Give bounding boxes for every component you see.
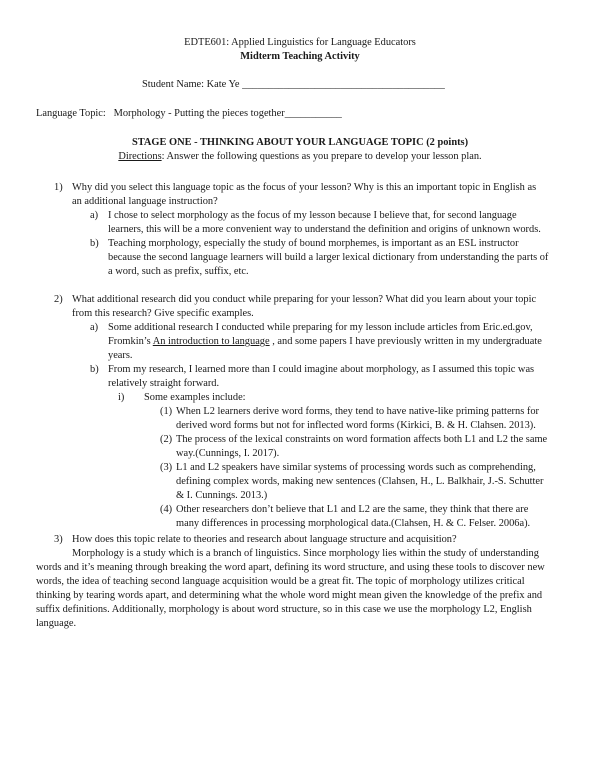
example-2-line2: way.(Cunnings, I. 2017). (176, 448, 280, 459)
q3-text-line1: How does this topic relate to theories and research about language structure and acquisition? (72, 534, 457, 545)
course-title: EDTE601: Applied Linguistics for Language Educators (184, 37, 416, 48)
q1-text-line2: an additional language instruction? (72, 196, 218, 207)
q3-number: 3) (54, 534, 63, 545)
q2-b-line2: relatively straight forward. (108, 378, 220, 389)
example-4-line2: many differences in processing morphological data.(Clahsen, H. & C. Felser. 2006a). (176, 518, 531, 529)
language-topic-line (36, 107, 342, 121)
language-topic-value: Morphology - Putting the pieces together (113, 108, 285, 119)
q2-a-line1: Some additional research I conducted while preparing for my lesson include articles from Eric.ed.gov, (108, 322, 533, 333)
example-4-line1: Other researchers don’t believe that L1 and L2 are the same, they think that there are (176, 504, 529, 515)
q1-b-line2: because the second language learners will build a larger lexical dictionary from understanding the parts of (108, 252, 549, 263)
stage-title: STAGE ONE - THINKING ABOUT YOUR LANGUAGE TOPIC (2 points) (131, 137, 469, 148)
q1-b-line3: a word, such as prefix, suffix, etc. (108, 266, 249, 277)
example-2-number: (2) (160, 434, 173, 445)
example-1-number: (1) (160, 406, 173, 417)
q3-answer-line4: thinking by tearing words apart, and determining what the whole word might mean given the knowledge of the prefix and (36, 590, 543, 601)
example-2-line1: The process of the lexical constraints on word formation affects both L1 and L2 the same (176, 434, 548, 445)
book-title-link: An introduction to language (152, 336, 270, 347)
q3-answer-line6: language. (36, 618, 77, 629)
directions-text: : Answer the following questions as you prepare to develop your lesson plan. (161, 151, 482, 162)
q2-b-marker: b) (90, 364, 99, 375)
student-name-line (142, 78, 445, 92)
q1-a-marker: a) (90, 210, 99, 221)
q2-a-marker: a) (90, 322, 99, 333)
directions-label: Directions (118, 151, 162, 162)
q2-a-line3: years. (108, 350, 133, 361)
example-3-number: (3) (160, 462, 173, 473)
q3-answer-line2: words and it’s meaning through breaking the word apart, defining its word structure, and using these tools to discover new (36, 562, 545, 573)
q3-answer-line1: Morphology is a study which is a branch of linguistics. Since morphology lies within the study of understanding (72, 548, 539, 559)
student-name-label: Student Name: Kate Ye (142, 79, 240, 90)
q3-answer-line5: suffix definitions. Additionally, morphology is about word structure, so in this case we use the morphology L2, English (36, 604, 532, 615)
language-topic-blank: ___________ (284, 108, 342, 119)
q1-b-marker: b) (90, 238, 99, 249)
q1-a-line2: learners, this will be a more convenient way to understand the definition and origins of unknown words. (108, 224, 541, 235)
example-3-line2: defining complex words, making new sentences (Clahsen, H., L. Balkhair, J.-S. Schutter (176, 476, 544, 487)
q1-text-line1: Why did you select this language topic as the focus of your lesson? Why is this an important topic in English as (72, 182, 537, 193)
q3-answer-line3: words, the idea of teaching second language acquisition would be a great fit. The topic of morphology utilizes critical (36, 576, 525, 587)
q2-a-line2-post: , and some papers I have previously written in my undergraduate (269, 336, 542, 347)
q1-b-line1: Teaching morphology, especially the study of bound morphemes, is important as an ESL instructor (108, 238, 519, 249)
q2-a-line2-pre: Fromkin’s (108, 336, 153, 347)
activity-title: Midterm Teaching Activity (240, 51, 360, 62)
language-topic-label: Language Topic: (36, 108, 106, 119)
example-4-number: (4) (160, 504, 173, 515)
q1-a-line1: I chose to select morphology as the focus of my lesson because I believe that, for second language (108, 210, 517, 221)
q2-number: 2) (54, 294, 63, 305)
directions (0, 150, 600, 164)
q1-number: 1) (54, 182, 63, 193)
q2-a-line2 (108, 335, 542, 349)
q2-i-text: Some examples include: (144, 392, 246, 403)
q2-i-marker: i) (118, 392, 125, 403)
student-name-blank: _______________________________________ (242, 79, 445, 90)
q2-text-line2: from this research? Give specific examples. (72, 308, 254, 319)
example-3-line3: & I. Cunnings. 2013.) (176, 490, 268, 501)
q2-b-line1: From my research, I learned more than I could imagine about morphology, as I assumed this topic was (108, 364, 535, 375)
q2-text-line1: What additional research did you conduct while preparing for your lesson? What did you learn about your topic (72, 294, 537, 305)
example-1-line2: derived word forms but not for inflected word forms (Kirkici, B. & H. Clahsen. 2013). (176, 420, 536, 431)
example-1-line1: When L2 learners derive word forms, they tend to have native-like priming patterns for (176, 406, 539, 417)
example-3-line1: L1 and L2 speakers have similar systems of processing words such as comprehending, (176, 462, 536, 473)
